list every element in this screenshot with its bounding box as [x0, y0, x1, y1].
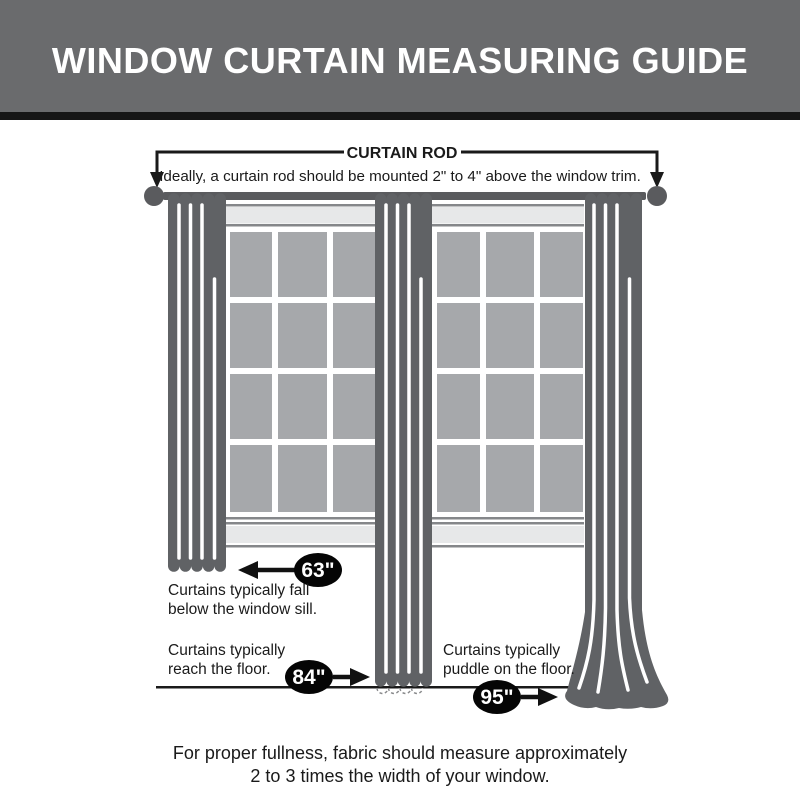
fullness-note-line2: 2 to 3 times the width of your window. — [250, 766, 550, 786]
page-title: WINDOW CURTAIN MEASURING GUIDE — [51, 40, 749, 81]
caption-line: reach the floor. — [168, 661, 271, 678]
measurement-value: 63" — [301, 559, 335, 582]
measurement-95 — [443, 642, 575, 714]
caption-line: Curtains typically fall — [168, 582, 310, 599]
mullion-horizontal — [437, 368, 583, 374]
rod-mounting-note: Ideally, a curtain rod should be mounted 2" to 4" above the window trim. — [159, 168, 641, 185]
measurement-value: 95" — [480, 686, 514, 709]
header-banner — [0, 0, 800, 112]
mullion-horizontal — [230, 439, 375, 445]
mullion-horizontal — [230, 368, 375, 374]
curtain-panel-84 — [375, 193, 432, 693]
curtain-panel-63 — [168, 193, 226, 572]
rod-finial-right — [647, 186, 667, 206]
rod-finial-left — [144, 186, 164, 206]
caption-line: Curtains typically — [168, 642, 286, 659]
curtain-rod-label: CURTAIN ROD — [346, 145, 458, 162]
caption-line: Curtains typically — [443, 642, 561, 659]
left-arrow-icon — [238, 561, 258, 579]
mullion-horizontal — [437, 297, 583, 303]
right-arrow-icon — [350, 668, 370, 686]
measurement-value: 84" — [292, 666, 326, 689]
header-divider — [0, 112, 800, 120]
curtain-shape — [168, 193, 226, 572]
window-sash-left — [230, 232, 375, 512]
mullion-horizontal — [437, 439, 583, 445]
window-sash-right — [437, 232, 583, 512]
down-arrow-icon — [650, 172, 664, 188]
fullness-note-line1: For proper fullness, fabric should measure approximately — [172, 743, 628, 763]
curtain-shape — [375, 193, 432, 686]
mullion-horizontal — [230, 297, 375, 303]
right-arrow-icon — [538, 688, 558, 706]
fullness-note — [0, 742, 800, 788]
caption-line: below the window sill. — [168, 601, 318, 618]
caption-line: puddle on the floor. — [443, 661, 575, 678]
floor-touch-dashes — [377, 688, 423, 694]
